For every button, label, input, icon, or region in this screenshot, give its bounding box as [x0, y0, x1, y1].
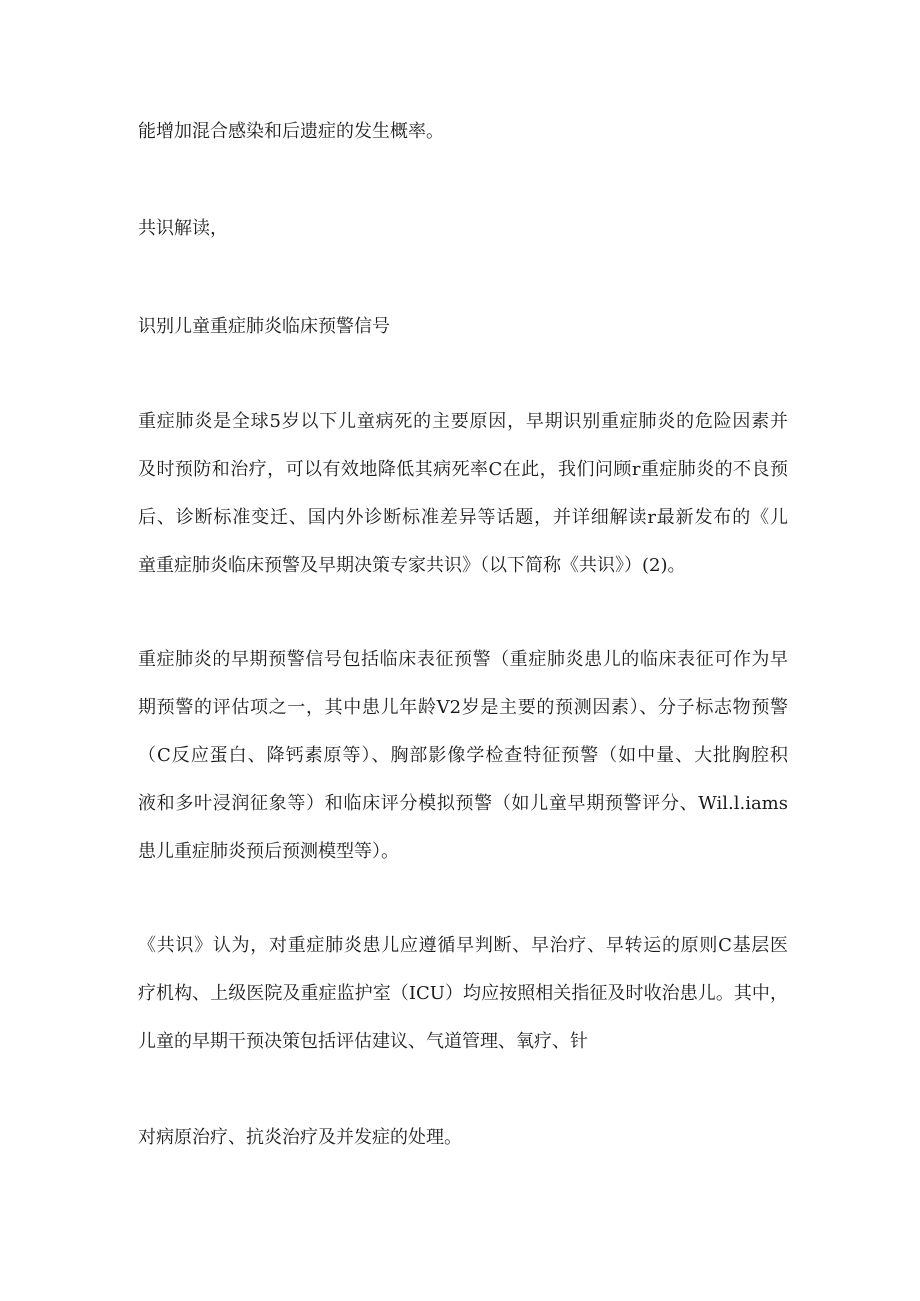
paragraph-line: 患儿重症肺炎预后预测模型等）。 — [138, 841, 399, 862]
paragraph-line: 期预警的评估项之一，其中患儿年龄V2岁是主要的预测因素）、分子标志物预警 — [138, 697, 788, 718]
paragraph-line: 及时预防和治疗，可以有效地降低其病死率C在此，我们问顾r重症肺炎的不良预 — [138, 459, 788, 480]
paragraph-line: 液和多叶浸润征象等）和临床评分模拟预警（如儿童早期预警评分、Wil.l.iams — [138, 793, 788, 814]
paragraph-line: 能增加混合感染和后遗症的发生概率。 — [138, 121, 444, 142]
paragraph-line: 《共识》认为，对重症肺炎患儿应遵循早判断、早治疗、早转运的原则C基层医 — [138, 935, 788, 956]
paragraph-line: 疗机构、上级医院及重症监护室（ICU）均应按照相关指征及时收治患儿。其中， — [138, 983, 788, 1004]
paragraph-line: 对病原治疗、抗炎治疗及并发症的处理。 — [138, 1127, 462, 1148]
paragraph-line: 重症肺炎的早期预警信号包括临床表征预警（重症肺炎患儿的临床表征可作为早 — [138, 649, 788, 670]
paragraph-line: 重症肺炎是全球5岁以下儿童病死的主要原因，早期识别重症肺炎的危险因素并 — [138, 411, 788, 432]
section-heading: 识别儿童重症肺炎临床预警信号 — [138, 316, 390, 337]
paragraph-line: 共识解读， — [138, 218, 228, 239]
paragraph-line: 儿童的早期干预决策包括评估建议、气道管理、氧疗、针 — [138, 1031, 588, 1052]
paragraph-line: （C反应蛋白、降钙素原等）、胸部影像学检查特征预警（如中量、大批胸腔积 — [138, 745, 788, 766]
paragraph-line: 童重症肺炎临床预警及早期决策专家共识》（以下简称《共识》）(2)。 — [138, 555, 686, 576]
paragraph-line: 后、诊断标准变迁、国内外诊断标准差异等话题，并详细解读r最新发布的《儿 — [138, 507, 788, 528]
